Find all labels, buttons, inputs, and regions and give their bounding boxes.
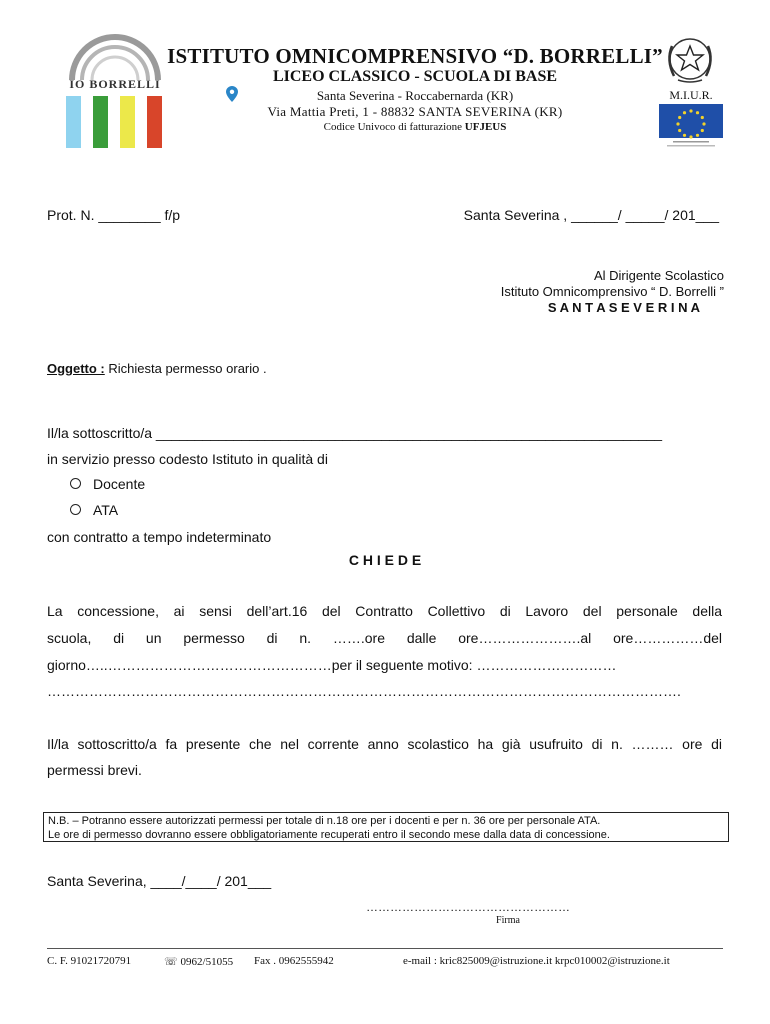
paragraph-2-line-1: Il/la sottoscritto/a fa presente che nel corrente anno scolastico ha già usufruito di n. ……… ore di (47, 736, 722, 752)
school-logo (60, 22, 170, 152)
signature-label: Firma (496, 915, 520, 926)
institute-title: ISTITUTO OMNICOMPRENSIVO “D. BORRELLI” (167, 44, 663, 68)
service-line: in servizio presso codesto Istituto in qualità di (47, 451, 328, 467)
subject-text: Richiesta permesso orario . (104, 361, 267, 376)
recipient-line-2: Istituto Omnicomprensivo “ D. Borrelli ” (500, 284, 724, 299)
footer-email: e-mail : kric825009@istruzione.it krpc010002@istruzione.it (403, 955, 670, 967)
footer-phone (164, 955, 233, 968)
note-line-1: N.B. – Potranno essere autorizzati permessi per totale di n.18 ore per i docenti e per n. 36 ore per personale ATA. (48, 815, 601, 827)
billing-code-label: Codice Univoco di fatturazione (323, 121, 463, 133)
recipient-line-1: Al Dirigente Scolastico (593, 268, 724, 283)
paragraph-1-line-2: scuola, di un permesso di n. …….ore dalle ore………………….al ore……………del (47, 630, 722, 646)
paragraph-1-line-1: La concessione, ai sensi dell’art.16 del Contratto Collettivo di Lavoro del personale della (47, 603, 722, 619)
option-docente (70, 476, 145, 492)
option-ata (70, 502, 118, 518)
protocol-place-date: Santa Severina , ______/ _____/ 201___ (463, 207, 719, 223)
note-box (43, 812, 729, 842)
phone-icon: ☏ (164, 956, 178, 968)
address-line-1: Santa Severina - Roccabernarda (KR) (316, 88, 514, 103)
subject (47, 361, 267, 376)
option-ata-label: ATA (93, 502, 119, 518)
billing-code (160, 121, 670, 133)
footer-tax-code: C. F. 91021720791 (47, 955, 132, 967)
italian-emblem-icon (660, 34, 720, 86)
signature-place-date: Santa Severina, ____/____/ 201___ (47, 873, 272, 889)
billing-code-value: UFJEUS (464, 121, 507, 133)
signature-dots: …………………………………………… (366, 900, 570, 914)
paragraph-2-line-2: permessi brevi. (47, 762, 142, 778)
recipient-line-3: S A N T A S E V E R I N A (547, 300, 700, 315)
recipient-block (501, 268, 724, 316)
option-docente-label: Docente (93, 476, 146, 492)
miur-label: M.I.U.R. (669, 88, 713, 102)
protocol-number: Prot. N. ________ f/p (47, 207, 181, 223)
footer-fax: Fax . 0962555942 (254, 955, 334, 967)
institute-subtitle: LICEO CLASSICO - SCUOLA DI BASE (272, 68, 558, 85)
paragraph-1-line-3: giorno…..…………………………………………per il seguente motivo: ………………………… (47, 657, 617, 673)
footer-phone-number: 0962/51055 (180, 956, 234, 968)
subject-label: Oggetto : (47, 361, 105, 376)
logo-text: IO BORRELLI (69, 77, 161, 91)
eu-flag-icon (659, 104, 723, 148)
undersigned-line: Il/la sottoscritto/a _________________________________________________________________ (47, 425, 663, 441)
radio-circle-icon (70, 478, 81, 489)
contract-line: con contratto a tempo indeterminato (47, 529, 272, 545)
address-line-2: Via Mattia Preti, 1 - 88832 SANTA SEVERINA (KR) (267, 104, 563, 119)
paragraph-1-line-4: ………………………………………………………………………………………………………………………. (47, 683, 681, 699)
note-line-2: Le ore di permesso dovranno essere obbligatoriamente recuperati entro il secondo mese dalla data di concessione. (48, 829, 610, 841)
footer-divider (47, 948, 723, 949)
radio-circle-icon (70, 504, 81, 515)
request-heading: C H I E D E (348, 552, 422, 568)
